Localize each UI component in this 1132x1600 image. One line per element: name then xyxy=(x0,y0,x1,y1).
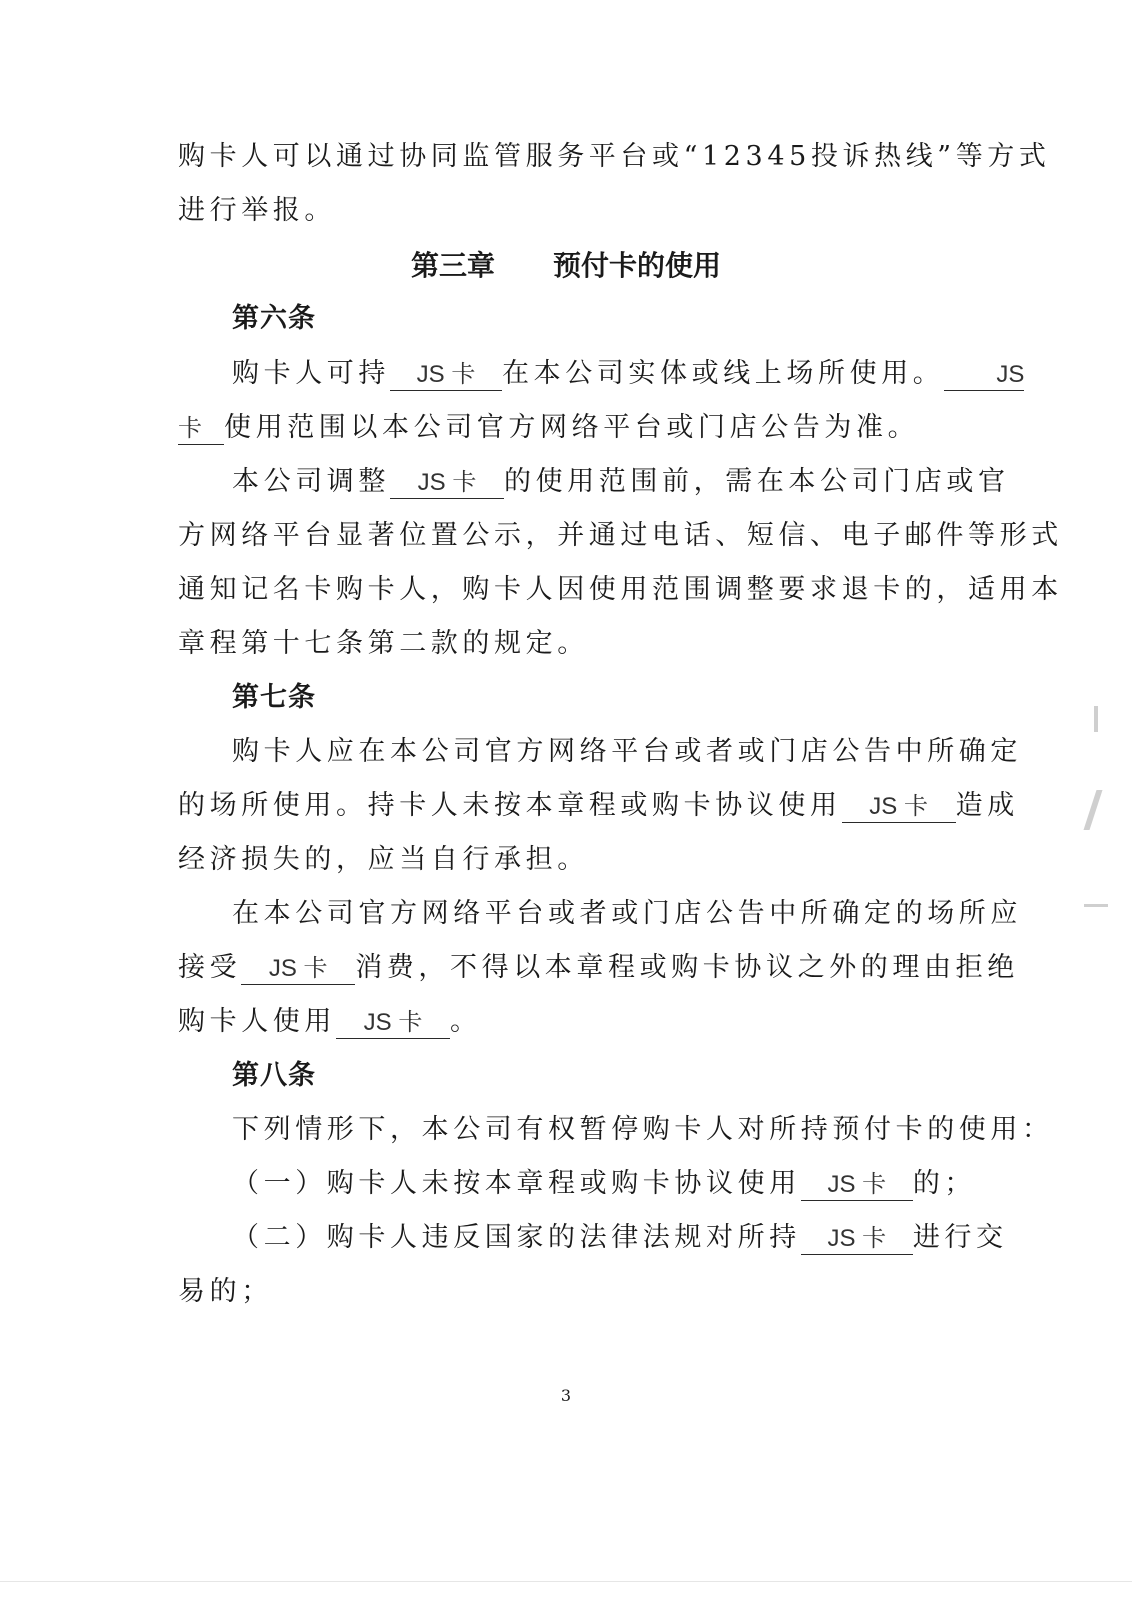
article-7-p1-line3: 经济损失的，应当自行承担。 xyxy=(178,844,589,875)
card-fill-split-a: JS xyxy=(944,360,1024,391)
article-7-p2-line3: 购卡人使用 JS 卡 。 xyxy=(178,1006,482,1037)
article-6-p2-line3: 通知记名卡购卡人，购卡人因使用范围调整要求退卡的，适用本 xyxy=(178,574,1063,605)
card-fill: JS 卡 xyxy=(842,792,956,823)
article-8-item-1: （一）购卡人未按本章程或购卡协议使用 JS 卡 的； xyxy=(232,1168,977,1199)
article-8-item-2-line2: 易的； xyxy=(178,1276,273,1307)
scan-artifact xyxy=(1094,706,1098,732)
article-7-p1-line1: 购卡人应在本公司官方网络平台或者或门店公告中所确定 xyxy=(232,736,1022,767)
chapter-number: 第三章 xyxy=(410,249,495,282)
card-fill: JS 卡 xyxy=(390,360,502,391)
scan-artifact xyxy=(1084,904,1108,907)
article-8-heading: 第八条 xyxy=(232,1060,316,1091)
article-6-heading: 第六条 xyxy=(232,303,316,334)
article-7-p1-line2: 的场所使用。持卡人未按本章程或购卡协议使用 JS 卡 造成 xyxy=(178,790,1019,821)
card-fill: JS 卡 xyxy=(336,1008,450,1039)
card-fill: JS 卡 xyxy=(390,468,504,499)
article-6-p1-line2: 卡 使用范围以本公司官方网络平台或门店公告为准。 xyxy=(178,412,920,443)
card-fill: JS 卡 xyxy=(801,1224,913,1255)
scan-artifact xyxy=(1084,790,1103,830)
article-7-p2-line2: 接受 JS 卡 消费，不得以本章程或购卡协议之外的理由拒绝 xyxy=(178,952,1019,983)
article-7-heading: 第七条 xyxy=(232,682,316,713)
article-7-p2-line1: 在本公司官方网络平台或者或门店公告中所确定的场所应 xyxy=(232,898,1022,929)
card-fill-split-b: 卡 xyxy=(178,414,224,445)
page-number: 3 xyxy=(560,1386,572,1405)
article-8-item-2-line1: （二）购卡人违反国家的法律法规对所持 JS 卡 进行交 xyxy=(232,1222,1008,1253)
card-fill: JS 卡 xyxy=(241,954,355,985)
scan-edge-line xyxy=(0,1581,1132,1582)
article-8-p1: 下列情形下，本公司有权暂停购卡人对所持预付卡的使用： xyxy=(232,1114,1054,1145)
intro-line-2: 进行举报。 xyxy=(178,195,336,226)
card-fill: JS 卡 xyxy=(801,1170,913,1201)
article-6-p2-line4: 章程第十七条第二款的规定。 xyxy=(178,628,589,659)
intro-line-1: 购卡人可以通过协同监管服务平台或“12345投诉热线”等方式 xyxy=(178,141,1051,172)
article-6-p2-line1: 本公司调整 JS 卡 的使用范围前，需在本公司门店或官 xyxy=(232,466,1010,497)
chapter-heading xyxy=(0,248,1132,284)
article-6-p2-line2: 方网络平台显著位置公示，并通过电话、短信、电子邮件等形式 xyxy=(178,520,1063,551)
article-6-p1-line1: 购卡人可持 JS 卡 在本公司实体或线上场所使用。 JS xyxy=(232,358,1025,389)
chapter-title: 预付卡的使用 xyxy=(553,249,722,282)
